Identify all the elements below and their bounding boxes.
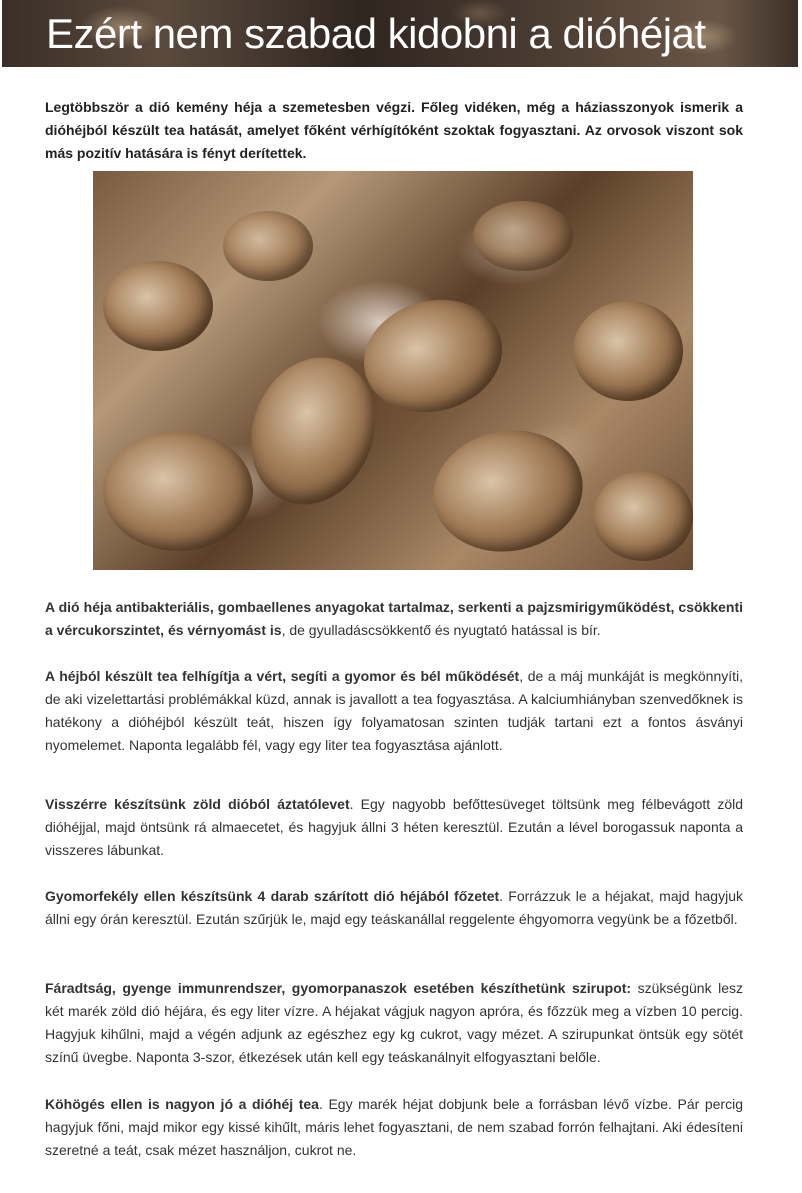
paragraph-2	[45, 665, 743, 757]
paragraph-1-text: , de gyulladáscsökkentő és nyugtató hatással is bír.	[281, 622, 601, 638]
paragraph-2-text: , de a máj munkáját is megkönnyíti, de aki vizelettartási problémákkal küzd, annak is javallott a tea fogyasztása. A kalciumhiányban szenvedőknek is hatékony a dióhéjból készült teát, hiszen így folyamatosan szinten tudják tartani ezt a fontos ásványi nyomelemet. Naponta legalább fél, vagy egy liter tea fogyasztása ajánlott.	[45, 668, 744, 753]
walnut-shells-photo	[93, 171, 693, 570]
paragraph-3	[45, 793, 743, 862]
paragraph-5-lead: Fáradtság, gyenge immunrendszer, gyomorpanaszok esetében készíthetünk szirupot:	[45, 980, 632, 996]
paragraph-6-text: . Egy marék héjat dobjunk bele a forrásban lévő vízbe. Pár percig hagyjuk főni, majd mikor egy kissé kihűlt, máris lehet fogyasztani, de nem szabad forrón felhajtani. Aki édesíteni szeretné a teát, csak mézet használjon, cukrot ne.	[45, 1096, 743, 1158]
intro-paragraph: Legtöbbször a dió kemény héja a szemetesben végzi. Főleg vidéken, még a háziasszonyok ismerik a dióhéjból készült tea hatását, amelyet főként vérhígítóként szoktak fogyasztani. Az orvosok viszont sok más pozitív hatására is fényt derítettek.	[45, 99, 743, 161]
article-title: Ezért nem szabad kidobni a dióhéjat	[46, 10, 706, 57]
paragraph-3-lead: Visszérre készítsünk zöld dióból áztatólevet	[45, 796, 350, 812]
paragraph-4	[45, 885, 743, 931]
paragraph-2-lead: A héjból készült tea felhígítja a vért, segíti a gyomor és bél működését	[45, 668, 520, 684]
paragraph-4-lead: Gyomorfekély ellen készítsünk 4 darab szárított dió héjából főzetet	[45, 888, 500, 904]
paragraph-6	[45, 1093, 743, 1162]
paragraph-3-text: . Egy nagyobb befőttesüveget töltsünk meg félbevágott zöld dióhéjjal, majd öntsünk rá almaecetet, és hagyjuk állni 3 héten keresztül. Ezután a lével borogassuk naponta a visszeres lábunkat.	[45, 796, 744, 858]
article-header-banner	[2, 0, 798, 67]
paragraph-4-text: . Forrázzuk le a héjakat, majd hagyjuk állni egy órán keresztül. Ezután szűrjük le, majd egy teáskanállal reggelente éhgyomorra vegyünk be a főzetből.	[45, 888, 743, 927]
intro-block	[45, 96, 743, 165]
paragraph-1	[45, 596, 743, 642]
paragraph-6-lead: Köhögés ellen is nagyon jó a dióhéj tea	[45, 1096, 319, 1112]
paragraph-1-lead: A dió héja antibakteriális, gombaellenes anyagokat tartalmaz, serkenti a pajzsmirigyműködést, csökkenti a vércukorszintet, és vérnyomást is	[45, 599, 743, 638]
paragraph-5-text: szükségünk lesz két marék zöld dió héjára, és egy liter vízre. A héjakat vágjuk nagyon apróra, és főzzük meg a vízben 10 percig. Hagyjuk kihűlni, majd a végén adjunk az egészhez egy kg cukrot, vagy mézet. A szirupunkat öntsük egy sötét színű üvegbe. Naponta 3-szor, étkezések után kell egy teáskanálnyit elfogyasztani belőle.	[45, 980, 743, 1065]
paragraph-5	[45, 977, 743, 1069]
